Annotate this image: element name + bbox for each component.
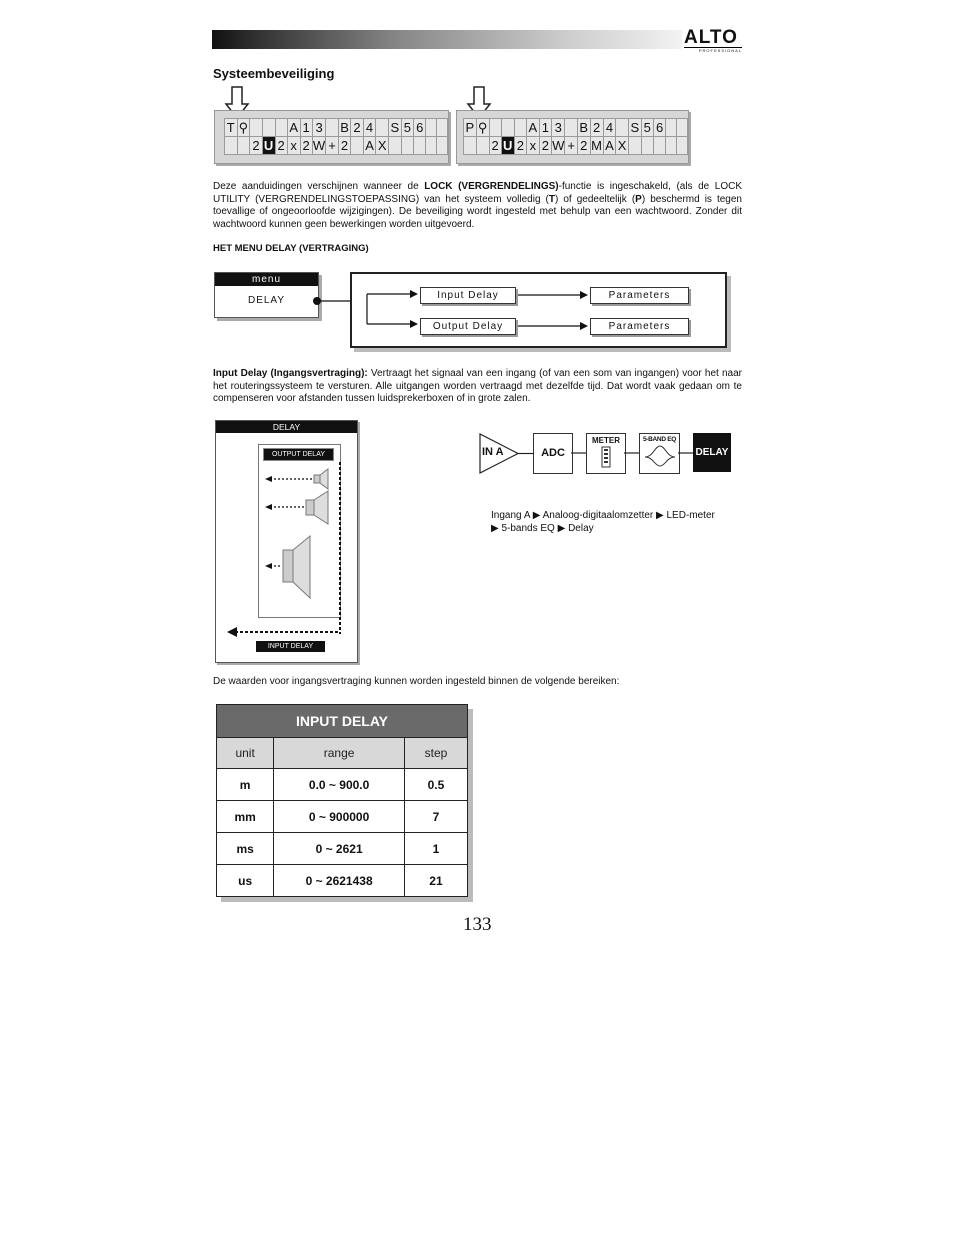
lcd-cell: 3 xyxy=(312,119,325,137)
parameters-node: Parameters xyxy=(590,287,689,304)
lcd-cell: U xyxy=(263,138,274,153)
lcd-cell: x xyxy=(287,137,300,155)
lcd-cell: A xyxy=(365,138,374,153)
eq-curve-icon xyxy=(643,443,677,467)
lcd-cell: M xyxy=(591,138,602,153)
lcd-cell: S xyxy=(630,120,640,135)
lcd-cell: X xyxy=(377,138,387,153)
menu-delay-heading: HET MENU DELAY (VERTRAGING) xyxy=(213,243,369,254)
lcd-cell xyxy=(414,137,426,155)
lcd-cell xyxy=(426,119,437,137)
lcd-cell xyxy=(225,137,238,155)
delay-block: DELAY xyxy=(693,433,731,472)
lcd-display-full-lock xyxy=(214,110,449,164)
output-delay-label: OUTPUT DELAY xyxy=(263,448,334,461)
lcd-cell: 4 xyxy=(363,119,376,137)
menu-item-delay: DELAY xyxy=(247,295,286,306)
table-header-unit: unit xyxy=(217,738,274,769)
lcd-cell: ⚲ xyxy=(238,120,249,135)
lcd-cell xyxy=(476,137,489,155)
lcd-cell: 2 xyxy=(250,137,262,155)
lcd-cell: 2 xyxy=(275,137,287,155)
lcd-display-partial-lock xyxy=(456,110,689,164)
lcd-cell: 2 xyxy=(351,119,363,137)
lcd-cell: U xyxy=(503,138,513,153)
lcd-cell: 2 xyxy=(577,137,590,155)
range-intro-paragraph: De waarden voor ingangsvertraging kunnen worden ingesteld binnen de volgende bereiken: xyxy=(213,676,620,687)
lcd-cell xyxy=(666,137,677,155)
lcd-cell xyxy=(666,119,677,137)
lcd-cell: P xyxy=(465,120,475,135)
table-row: mm 0 ~ 900000 7 xyxy=(217,801,468,833)
input-delay-node: Input Delay xyxy=(420,287,516,304)
lcd-cell xyxy=(401,137,413,155)
lcd-cell xyxy=(628,137,641,155)
page-number: 133 xyxy=(463,914,492,935)
lcd-cell: 2 xyxy=(300,137,312,155)
lcd-cell: A xyxy=(605,138,614,153)
lcd-cell xyxy=(376,119,389,137)
lcd-cell: 5 xyxy=(641,119,653,137)
signal-chain-caption: Ingang A ▶ Analoog-digitaalomzetter ▶ LED-meter ▶ 5-bands EQ ▶ Delay xyxy=(491,510,715,534)
chain-line xyxy=(571,450,587,456)
table-row: m 0.0 ~ 900.0 0.5 xyxy=(217,769,468,801)
lcd-cell: W xyxy=(312,138,326,153)
lcd-cell: 1 xyxy=(539,119,551,137)
lcd-cell xyxy=(464,137,477,155)
lcd-cell: X xyxy=(617,138,627,153)
output-delay-node: Output Delay xyxy=(420,318,516,335)
lcd-cell xyxy=(351,137,363,155)
lcd-cell: 4 xyxy=(603,119,616,137)
lcd-cell: B xyxy=(340,120,349,135)
lcd-cell: 2 xyxy=(590,119,603,137)
input-delay-paragraph: Input Delay (Ingangsvertraging): Vertraagt het signaal van een ingang (of van een som van ingangen) voor het naar het routeringssysteem te versturen. Alle uitgangen worden vertraagd met dezelfde tijd. Dat wordt vaak gedaan om te compenseren voor afstanden tussen luidsprekerboxen of in grote zalen. xyxy=(213,368,742,404)
lcd-cell: 2 xyxy=(539,137,551,155)
lcd-cell: S xyxy=(390,120,400,135)
lcd-grid xyxy=(463,118,688,155)
lcd-cell xyxy=(275,119,287,137)
lcd-cell: + xyxy=(565,137,577,155)
lcd-cell xyxy=(514,119,526,137)
lcd-cell: 6 xyxy=(414,119,426,137)
header-gradient-bar xyxy=(212,30,682,49)
lcd-cell xyxy=(262,119,275,137)
meter-block: METER xyxy=(586,433,626,474)
lcd-cell xyxy=(565,119,577,137)
lcd-cell xyxy=(677,119,688,137)
lcd-cell: 5 xyxy=(401,119,413,137)
table-header-range: range xyxy=(274,738,405,769)
table-header-step: step xyxy=(404,738,467,769)
lcd-cell: x xyxy=(527,137,540,155)
lcd-cell xyxy=(389,137,402,155)
delay-panel-title: DELAY xyxy=(216,421,357,433)
table-title: INPUT DELAY xyxy=(217,705,468,738)
speaker-delay-graphic xyxy=(220,462,350,642)
lcd-cell: 3 xyxy=(552,119,565,137)
input-delay-table xyxy=(216,704,468,897)
table-row: ms 0 ~ 2621 1 xyxy=(217,833,468,865)
lcd-cell: ⚲ xyxy=(477,120,488,135)
lcd-cell xyxy=(437,119,448,137)
parameters-node: Parameters xyxy=(590,318,689,335)
lcd-cell xyxy=(641,137,653,155)
lcd-cell xyxy=(426,137,437,155)
eq-block: 5-BAND EQ xyxy=(639,433,680,474)
menu-box xyxy=(214,272,319,318)
chain-line xyxy=(624,450,640,456)
lcd-cell: T xyxy=(225,119,238,137)
lcd-cell: B xyxy=(579,120,589,135)
lcd-cell: 2 xyxy=(338,137,351,155)
lock-paragraph: Deze aanduidingen verschijnen wanneer de LOCK (VERGRENDELINGS)-functie is ingeschakeld, (als de LOCK UTILITY (VERGRENDELINGSTOEPASSING) van het systeem volledig (T) of gedeeltelijk (P) beschermd is tegen toevallige of ongeoorloofde wijzigingen). De beveiliging wordt ingesteld met behulp van een wachtwoord. Zonder dit wachtwoord kunnen geen bewerkingen worden uitgevoerd. xyxy=(213,181,743,230)
lcd-cell xyxy=(237,137,250,155)
lcd-cell: W xyxy=(552,138,565,153)
chain-line xyxy=(678,450,694,456)
lcd-cell xyxy=(653,137,665,155)
adc-block: ADC xyxy=(533,433,573,474)
lcd-cell xyxy=(489,119,501,137)
lcd-cell xyxy=(437,137,448,155)
lcd-cell: A xyxy=(528,120,538,135)
table-row: us 0 ~ 2621438 21 xyxy=(217,865,468,897)
lcd-cell: 2 xyxy=(514,137,526,155)
lcd-cell xyxy=(677,137,688,155)
lcd-cell: 1 xyxy=(300,119,312,137)
lcd-cell xyxy=(326,119,338,137)
lcd-grid xyxy=(224,118,448,155)
section-title: Systeembeveiliging xyxy=(213,66,335,81)
menu-title: menu xyxy=(215,273,318,286)
lcd-cell xyxy=(616,119,629,137)
lcd-cell: 2 xyxy=(489,137,501,155)
lcd-cell xyxy=(250,119,262,137)
lcd-cell xyxy=(501,119,514,137)
led-meter-icon xyxy=(601,446,611,468)
alto-logo: ALTO PROFESSIONAL xyxy=(684,27,742,53)
lcd-cell: A xyxy=(289,120,298,135)
lcd-cell: 6 xyxy=(653,119,665,137)
lcd-cell: + xyxy=(326,137,338,155)
input-delay-label: INPUT DELAY xyxy=(256,641,325,652)
in-a-label: IN A xyxy=(482,446,504,458)
